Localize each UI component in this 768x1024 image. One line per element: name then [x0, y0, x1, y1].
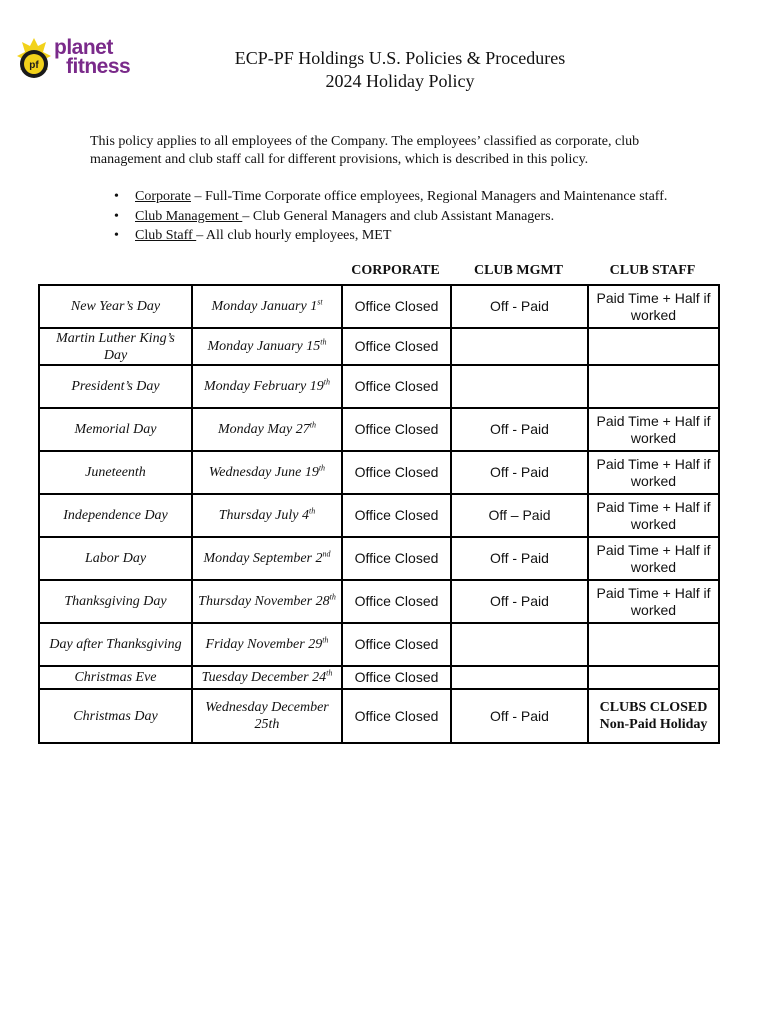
holiday-row	[39, 451, 719, 494]
holiday-date-text: Monday May 27	[218, 422, 310, 437]
holiday-name: Memorial Day	[39, 408, 192, 451]
corporate-cell: Office Closed	[342, 408, 451, 451]
holiday-name: Thanksgiving Day	[39, 580, 192, 623]
corporate-cell: Office Closed	[342, 623, 451, 666]
date-ordinal-suffix: th	[322, 635, 329, 645]
club-mgmt-cell: Off - Paid	[451, 451, 588, 494]
club-staff-cell: Paid Time + Half if worked	[588, 408, 719, 451]
bullet-corporate: • Corporate – Full-Time Corporate office employees, Regional Managers and Maintenance staff.	[114, 189, 668, 204]
holiday-row	[39, 689, 719, 743]
bullet-desc: – All club hourly employees, MET	[196, 228, 392, 243]
holiday-date-text: Monday January 1	[211, 299, 318, 314]
club-mgmt-cell	[451, 666, 588, 689]
date-ordinal-suffix: th	[329, 592, 336, 602]
corporate-cell: Office Closed	[342, 494, 451, 537]
holiday-row	[39, 365, 719, 408]
club-staff-cell	[588, 365, 719, 408]
date-ordinal-suffix: nd	[322, 549, 331, 559]
club-mgmt-cell: Off - Paid	[451, 537, 588, 580]
corporate-cell: Office Closed	[342, 580, 451, 623]
logo-line2: fitness	[66, 55, 131, 78]
svg-text:pf: pf	[29, 60, 39, 71]
club-staff-cell: Paid Time + Half if worked	[588, 285, 719, 328]
corporate-cell: Office Closed	[342, 666, 451, 689]
club-mgmt-cell: Off - Paid	[451, 580, 588, 623]
holiday-date	[192, 689, 342, 743]
holiday-row	[39, 408, 719, 451]
holiday-date-text: Tuesday December 24	[201, 670, 327, 685]
holiday-date-text: Thursday July 4	[218, 508, 309, 523]
corporate-cell: Office Closed	[342, 689, 451, 743]
date-ordinal-suffix: th	[309, 420, 316, 430]
column-header-club-mgmt: CLUB MGMT	[473, 263, 564, 278]
holiday-table	[38, 284, 720, 744]
date-ordinal-suffix: th	[326, 668, 333, 678]
title-line1: ECP-PF Holdings U.S. Policies & Procedures	[234, 48, 566, 68]
club-mgmt-cell	[451, 365, 588, 408]
holiday-name: Independence Day	[39, 494, 192, 537]
holiday-name: Christmas Eve	[39, 666, 192, 689]
club-mgmt-cell: Off - Paid	[451, 285, 588, 328]
intro-paragraph: This policy applies to all employees of the Company. The employees’ classified as corporate, club management and club staff call for different provisions, which is described in this policy.	[90, 134, 640, 167]
holiday-date-text: Monday September 2	[203, 551, 323, 566]
corporate-cell: Office Closed	[342, 365, 451, 408]
date-ordinal-suffix: th	[323, 377, 330, 387]
holiday-date	[192, 580, 342, 623]
corporate-cell: Office Closed	[342, 451, 451, 494]
bullet-club-management: • Club Management – Club General Managers and club Assistant Managers.	[114, 208, 555, 224]
bullet-term: Club Staff	[135, 228, 197, 243]
holiday-row	[39, 328, 719, 365]
holiday-name: New Year’s Day	[39, 285, 192, 328]
club-mgmt-cell	[451, 623, 588, 666]
club-mgmt-cell: Off - Paid	[451, 408, 588, 451]
holiday-date	[192, 623, 342, 666]
date-ordinal-suffix: th	[320, 337, 327, 347]
logo-line1: planet	[54, 36, 113, 59]
holiday-date-text: Monday February 19	[204, 379, 324, 394]
club-mgmt-cell	[451, 328, 588, 365]
club-staff-cell: Paid Time + Half if worked	[588, 451, 719, 494]
holiday-date	[192, 451, 342, 494]
bullet-term: Club Management	[135, 208, 243, 224]
holiday-date	[192, 494, 342, 537]
holiday-name: Juneteenth	[39, 451, 192, 494]
holiday-date	[192, 285, 342, 328]
document-title	[170, 47, 630, 93]
holiday-date	[192, 537, 342, 580]
title-line2: 2024 Holiday Policy	[325, 71, 475, 91]
holiday-row	[39, 623, 719, 666]
holiday-date	[192, 666, 342, 689]
bullet-term: Corporate	[135, 189, 191, 204]
holiday-date-text: Thursday November 28	[198, 594, 330, 609]
corporate-cell: Office Closed	[342, 328, 451, 365]
holiday-name: President’s Day	[39, 365, 192, 408]
column-header-club-staff: CLUB STAFF	[609, 263, 696, 278]
holiday-row	[39, 285, 719, 328]
holiday-name: Christmas Day	[39, 689, 192, 743]
holiday-date	[192, 408, 342, 451]
holiday-row	[39, 666, 719, 689]
holiday-date-text: Friday November 29	[205, 637, 323, 652]
bullet-club-staff: • Club Staff – All club hourly employees, MET	[114, 228, 392, 243]
holiday-name: Day after Thanksgiving	[39, 623, 192, 666]
logo-emblem-icon	[16, 36, 52, 86]
club-staff-cell: Paid Time + Half if worked	[588, 537, 719, 580]
club-mgmt-cell: Off - Paid	[451, 689, 588, 743]
holiday-date	[192, 328, 342, 365]
date-ordinal-suffix: st	[317, 297, 323, 307]
club-staff-cell	[588, 666, 719, 689]
date-ordinal-suffix: th	[308, 506, 316, 516]
holiday-row	[39, 580, 719, 623]
holiday-row	[39, 537, 719, 580]
holiday-row	[39, 494, 719, 537]
corporate-cell: Office Closed	[342, 285, 451, 328]
holiday-date-text: Wednesday June 19	[208, 465, 319, 480]
club-staff-cell	[588, 328, 719, 365]
club-staff-cell: Paid Time + Half if worked	[588, 494, 719, 537]
column-header-corporate: CORPORATE	[351, 263, 440, 278]
corporate-cell: Office Closed	[342, 537, 451, 580]
bullet-desc: – Full-Time Corporate office employees, Regional Managers and Maintenance staff.	[190, 189, 668, 204]
holiday-date	[192, 365, 342, 408]
club-mgmt-cell: Off – Paid	[451, 494, 588, 537]
bullet-desc: – Club General Managers and club Assistant Managers.	[242, 208, 555, 224]
club-staff-cell	[588, 623, 719, 666]
holiday-name: Martin Luther King’s Day	[39, 328, 192, 365]
date-ordinal-suffix: th	[318, 463, 326, 473]
club-staff-cell: Paid Time + Half if worked	[588, 580, 719, 623]
club-staff-cell: CLUBS CLOSED Non-Paid Holiday	[588, 689, 719, 743]
classification-list	[90, 187, 730, 246]
holiday-name: Labor Day	[39, 537, 192, 580]
holiday-date-text: Wednesday December 25th	[205, 700, 329, 732]
holiday-date-text: Monday January 15	[207, 339, 321, 354]
planet-fitness-logo	[16, 36, 156, 86]
